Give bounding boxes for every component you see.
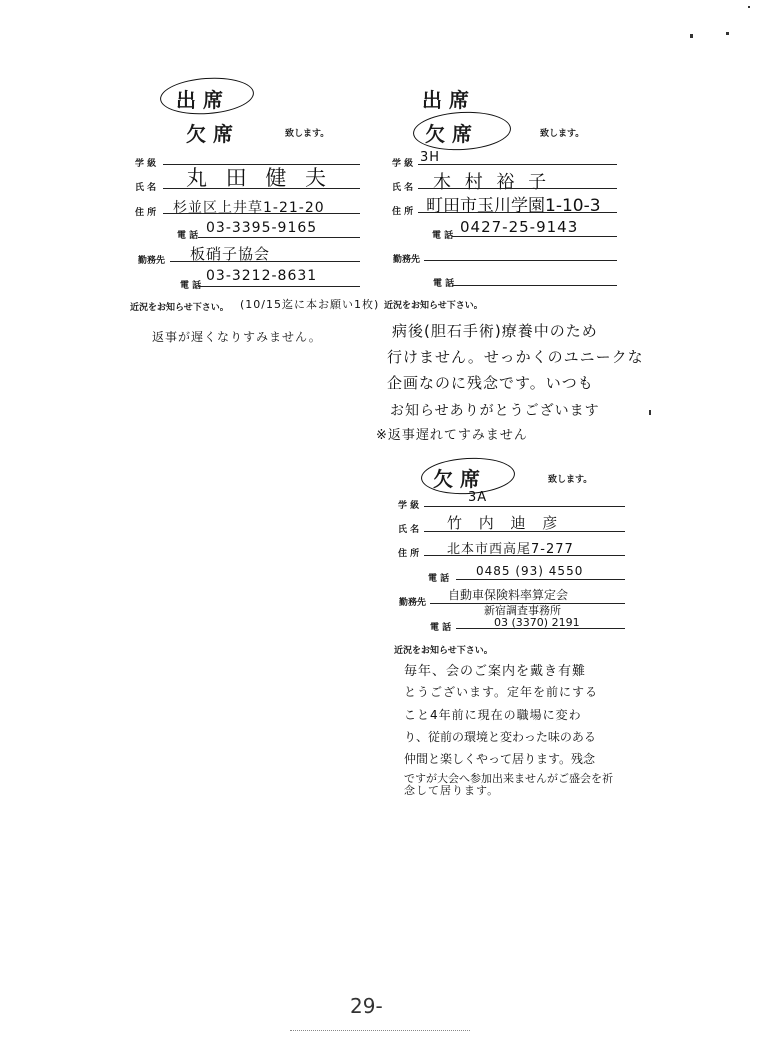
work-label: 勤務先	[399, 598, 427, 608]
work-phone-value: 03-3212-8631	[206, 268, 318, 284]
news-label: 近況をお知らせ下さい。	[130, 303, 229, 313]
grade-label: 学 級	[135, 159, 157, 169]
absent-label: 欠 席	[425, 122, 472, 146]
work-value: 板硝子協会	[190, 245, 271, 263]
attend-label: 出 席	[176, 88, 223, 112]
phone-line	[456, 579, 625, 580]
message-line: 仲間と楽しくやって居ります。残念	[404, 752, 596, 766]
phone-line	[452, 236, 617, 237]
work-line	[170, 261, 360, 262]
work-phone-label: 電 話	[180, 281, 202, 291]
phone-label: 電 話	[428, 574, 450, 584]
message-line: り、従前の環境と変わった味のある	[404, 730, 596, 744]
attend-label: 出 席	[422, 88, 469, 112]
news-label: 近況をお知らせ下さい。	[394, 646, 493, 656]
message-line: 返事が遅くなりすみません。	[152, 330, 322, 344]
address-value: 北本市西高尾7-277	[447, 542, 574, 557]
suffix-label: 致します。	[285, 129, 330, 139]
grade-label: 学 級	[392, 159, 414, 169]
name-label: 氏 名	[392, 183, 414, 193]
name-label: 氏 名	[135, 183, 157, 193]
address-label: 住 所	[398, 549, 420, 559]
message-line: ※返事遅れてすみません	[376, 428, 528, 443]
phone-value: 0485 (93) 4550	[476, 564, 584, 578]
work-phone-label: 電 話	[433, 279, 455, 289]
message-line: ですが大会へ参加出来ませんがご盛会を祈	[404, 772, 613, 785]
phone-label: 電 話	[432, 231, 454, 241]
address-value: 杉並区上井草1-21-20	[173, 200, 325, 216]
work-line	[424, 260, 617, 261]
suffix-label: 致します。	[540, 129, 585, 139]
work-label: 勤務先	[138, 256, 166, 266]
scan-mark	[649, 410, 651, 415]
message-line: 毎年、会のご案内を戴き有難	[404, 664, 587, 679]
scan-mark	[690, 34, 693, 38]
phone-label: 電 話	[177, 231, 199, 241]
scan-mark	[726, 32, 729, 35]
grade-value: 3A	[468, 490, 488, 505]
work-label: 勤務先	[393, 255, 421, 265]
page-number: 29-	[350, 994, 383, 1018]
phone-line	[198, 237, 360, 238]
address-line	[163, 213, 360, 214]
name-value: 木 村 裕 子	[433, 172, 551, 193]
grade-line	[418, 164, 617, 165]
news-label: 近況をお知らせ下さい。	[384, 301, 483, 311]
message-line: お知らせありがとうございます	[390, 403, 600, 419]
name-value: 竹 内 迪 彦	[447, 514, 564, 532]
name-line	[424, 531, 625, 532]
absent-label: 欠 席	[433, 467, 480, 491]
message-line: 企画なのに残念です。いつも	[387, 374, 594, 392]
address-label: 住 所	[135, 208, 157, 218]
name-line	[163, 188, 360, 189]
phone-value: 03-3395-9165	[206, 220, 318, 236]
footer-rule	[290, 1030, 470, 1031]
suffix-label: 致します。	[548, 475, 593, 485]
work-phone-value: 03 (3370) 2191	[494, 616, 580, 629]
message-line: 念して居ります。	[404, 784, 500, 797]
absent-label: 欠 席	[186, 122, 233, 146]
name-line	[418, 188, 617, 189]
message-line: こと4年前に現在の職場に変わ	[404, 708, 582, 722]
work-value-2: 新宿調査事務所	[484, 604, 561, 617]
work-phone-line	[456, 628, 625, 629]
work-phone-line	[198, 286, 360, 287]
message-line: 行けません。せっかくのユニークな	[387, 348, 644, 366]
scan-mark	[748, 6, 750, 8]
work-phone-line	[452, 285, 617, 286]
news-note: (10/15迄に本お願い1枚)	[240, 298, 380, 311]
message-line: とうございます。定年を前にする	[404, 685, 599, 699]
phone-value: 0427-25-9143	[460, 218, 579, 236]
name-label: 氏 名	[398, 525, 420, 535]
grade-line	[424, 506, 625, 507]
grade-label: 学 級	[398, 501, 420, 511]
work-phone-label: 電 話	[430, 623, 452, 633]
address-label: 住 所	[392, 207, 414, 217]
address-line	[424, 555, 625, 556]
name-value: 丸 田 健 夫	[186, 166, 333, 190]
work-value-1: 自動車保険料率算定会	[448, 588, 569, 602]
address-line	[418, 212, 617, 213]
address-value: 町田市玉川学園1-10-3	[426, 196, 601, 216]
grade-value: 3H	[420, 150, 441, 165]
message-line: 病後(胆石手術)療養中のため	[392, 322, 598, 340]
